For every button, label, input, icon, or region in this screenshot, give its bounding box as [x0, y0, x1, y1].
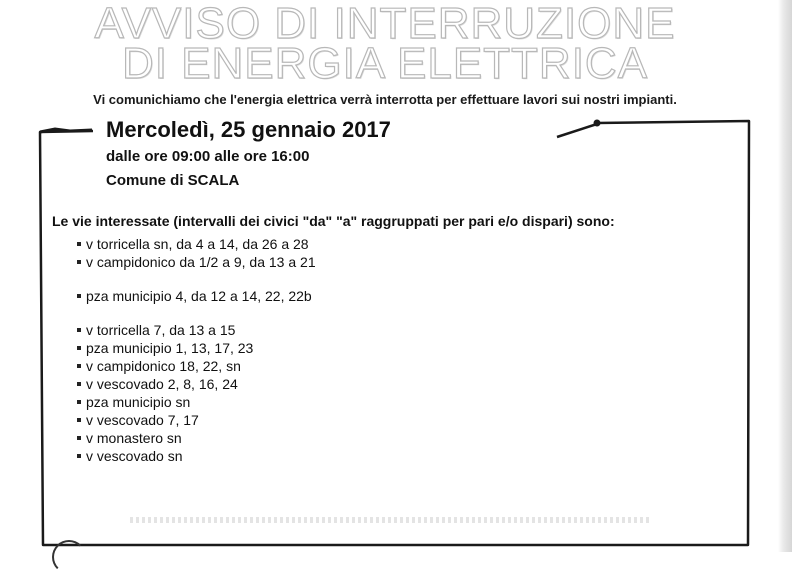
bullet-icon [77, 382, 81, 386]
street-list [77, 235, 316, 465]
list-item [77, 235, 316, 253]
bullet-icon [77, 328, 81, 332]
streets-heading: Le vie interessate (intervalli dei civici "da" "a" raggruppati per pari e/o dispari) sono: [52, 213, 615, 229]
bullet-icon [77, 364, 81, 368]
frame-knot [594, 120, 601, 127]
faint-footer-text [130, 517, 650, 523]
bullet-icon [77, 346, 81, 350]
bullet-icon [77, 436, 81, 440]
street-text: v vescovado sn [86, 448, 183, 464]
street-text: v torricella sn, da 4 a 14, da 26 a 28 [86, 236, 309, 252]
notice-title-line-2: DI ENERGIA ELETTRICA [121, 39, 649, 88]
bullet-icon [77, 242, 81, 246]
frame-diagonal-stroke [557, 124, 597, 137]
list-item [77, 393, 316, 411]
street-text: v monastero sn [86, 430, 182, 446]
list-item [77, 339, 316, 357]
bullet-icon [77, 454, 81, 458]
street-text: v campidonico 18, 22, sn [86, 358, 241, 374]
bullet-icon [77, 400, 81, 404]
street-text: pza municipio 1, 13, 17, 23 [86, 340, 254, 356]
interruption-date: Mercoledì, 25 gennaio 2017 [106, 117, 391, 142]
frame-top-left-scribble [40, 129, 92, 132]
bullet-icon [77, 418, 81, 422]
street-text: v vescovado 7, 17 [86, 412, 199, 428]
street-text: v vescovado 2, 8, 16, 24 [86, 376, 238, 392]
interruption-hours: dalle ore 09:00 alle ore 16:00 [106, 148, 310, 165]
list-item [77, 287, 316, 305]
bullet-icon [77, 260, 81, 264]
notice-title-line-1: AVVISO DI INTERRUZIONE [94, 0, 676, 48]
street-text: v torricella 7, da 13 a 15 [86, 322, 236, 338]
list-item [77, 375, 316, 393]
list-item [77, 429, 316, 447]
street-text: v campidonico da 1/2 a 9, da 13 a 21 [86, 254, 316, 270]
bullet-icon [77, 294, 81, 298]
list-item [77, 321, 316, 339]
municipality: Comune di SCALA [106, 172, 240, 189]
list-item [77, 447, 316, 465]
corner-arc-mark [52, 540, 86, 574]
street-text: pza municipio sn [86, 394, 191, 410]
list-item [77, 357, 316, 375]
intro-text: Vi comunichiamo che l'energia elettrica verrà interrotta per effettuare lavori sui nostri impianti. [93, 92, 677, 107]
list-item [77, 253, 316, 271]
list-item [77, 411, 316, 429]
street-text: pza municipio 4, da 12 a 14, 22, 22b [86, 288, 312, 304]
